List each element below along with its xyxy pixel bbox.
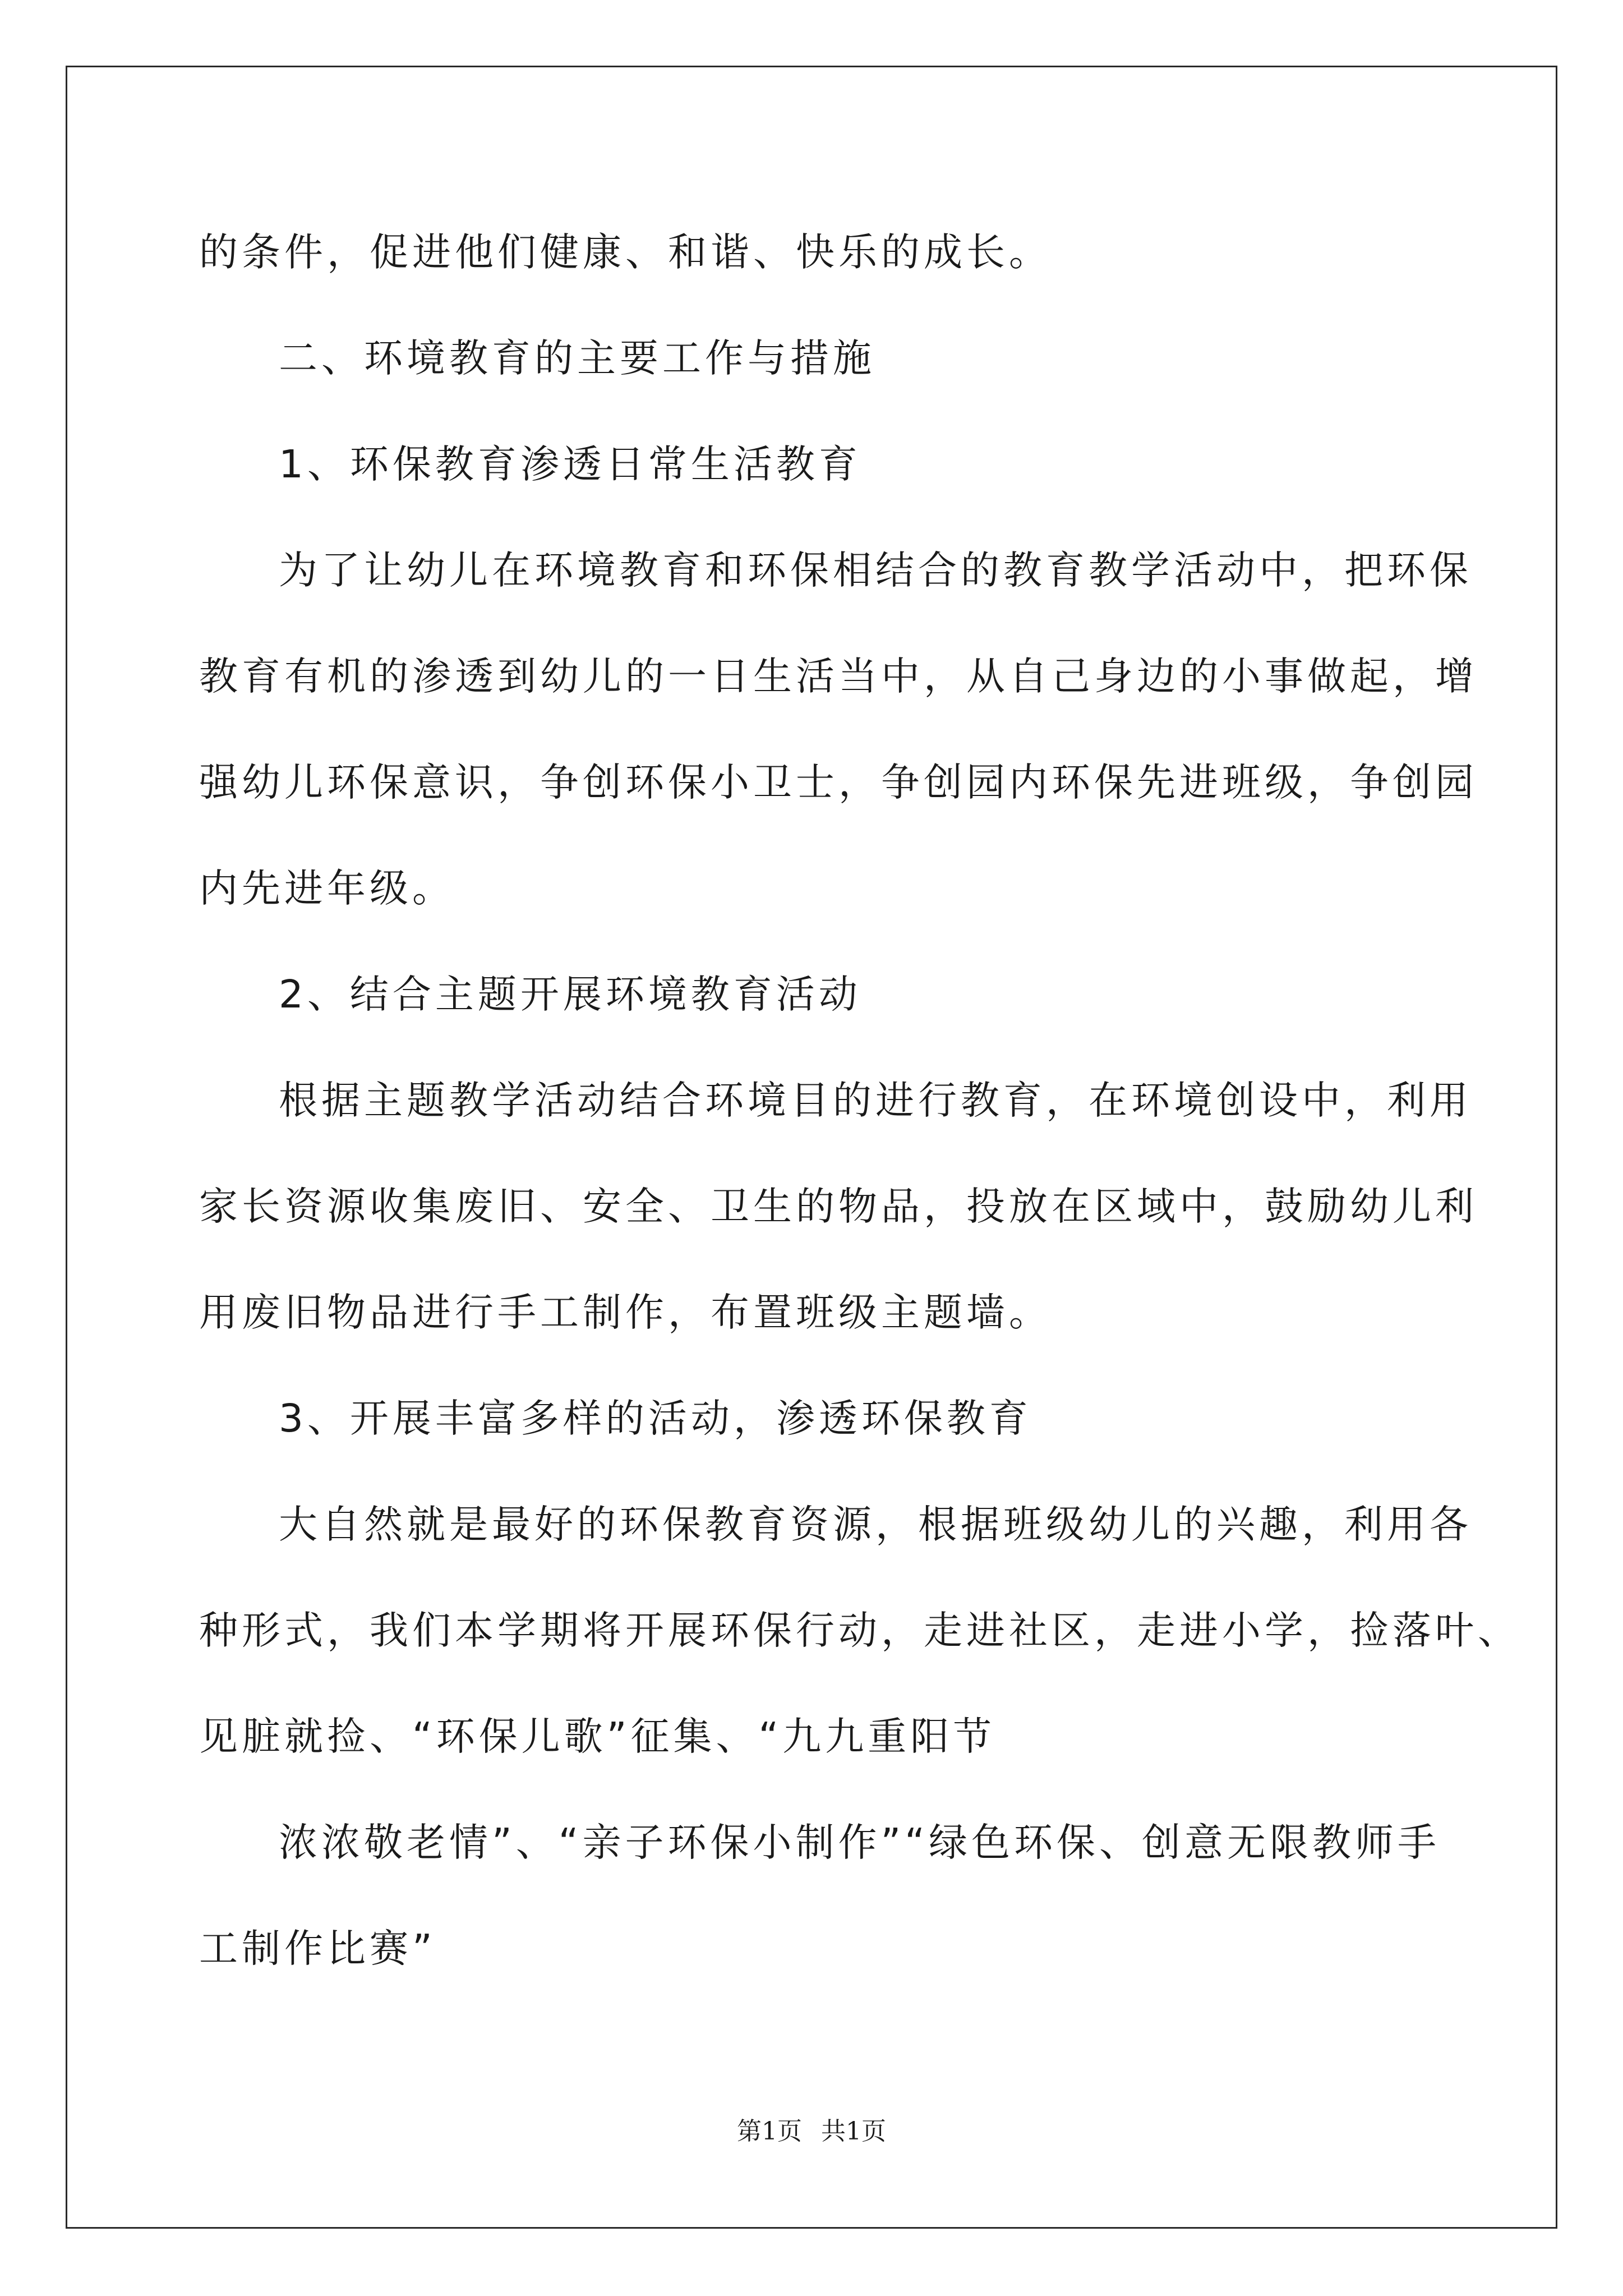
body-line: 浓浓敬老情”、“亲子环保小制作”“绿色环保、创意无限教师手 xyxy=(279,1820,1440,1865)
body-line: 根据主题教学活动结合环境目的进行教育，在环境创设中，利用 xyxy=(279,1078,1472,1123)
body-line: 内先进年级。 xyxy=(199,866,455,911)
body-line: 为了让幼儿在环境教育和环保相结合的教育教学活动中，把环保 xyxy=(279,548,1472,593)
subsection-heading: 2、结合主题开展环境教育活动 xyxy=(279,972,861,1017)
body-line: 大自然就是最好的环保教育资源，根据班级幼儿的兴趣，利用各 xyxy=(279,1502,1472,1547)
body-line: 见脏就捡、“环保儿歌”征集、“九九重阳节 xyxy=(199,1714,996,1759)
subsection-heading: 1、环保教育渗透日常生活教育 xyxy=(279,442,861,487)
subsection-heading: 3、开展丰富多样的活动，渗透环保教育 xyxy=(279,1396,1032,1441)
page-number: 第1页 xyxy=(737,2117,802,2146)
page-border xyxy=(66,66,1557,2229)
body-line: 强幼儿环保意识，争创环保小卫士，争创园内环保先进班级，争创园 xyxy=(199,760,1478,805)
body-line: 用废旧物品进行手工制作，布置班级主题墙。 xyxy=(199,1290,1052,1335)
page-footer xyxy=(0,2115,1623,2148)
section-heading: 二、环境教育的主要工作与措施 xyxy=(279,336,875,381)
page-total: 共1页 xyxy=(821,2117,886,2146)
body-line: 工制作比赛” xyxy=(199,1926,436,1971)
body-line: 教育有机的渗透到幼儿的一日生活当中，从自己身边的小事做起，增 xyxy=(199,654,1478,699)
body-line: 种形式，我们本学期将开展环保行动，走进社区，走进小学，捡落叶、 xyxy=(199,1608,1520,1653)
body-line: 的条件，促进他们健康、和谐、快乐的成长。 xyxy=(199,230,1052,275)
body-line: 家长资源收集废旧、安全、卫生的物品，投放在区域中，鼓励幼儿利 xyxy=(199,1184,1478,1229)
